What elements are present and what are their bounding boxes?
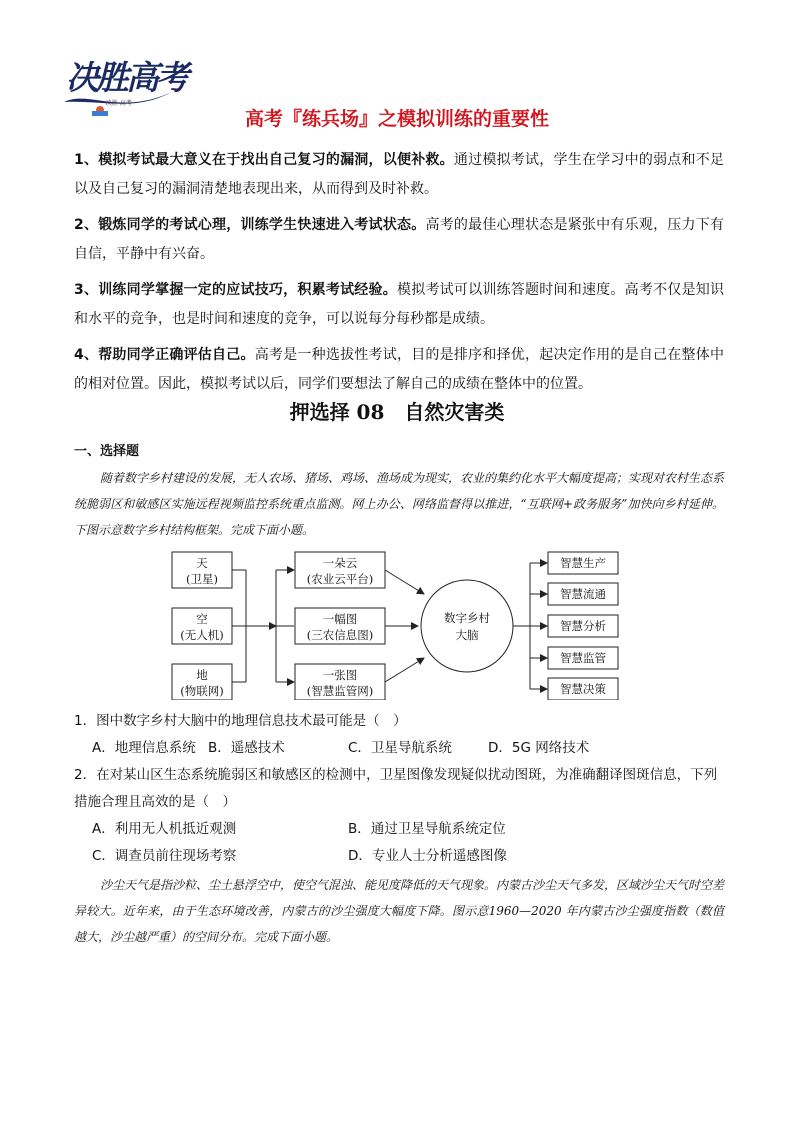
left-label: 地 [196,668,208,682]
middle-label: 一幅图 [322,612,358,626]
intro-item [74,341,724,399]
intro-item [74,146,724,204]
intro-body: 高考是一种选拔性考试，目的是排序和择优，起决定作用的是自己在整体中的相对位置。因此，模拟考试以后，同学们要想法了解自己的成绩在整体中的位置。 [74,347,724,392]
option-d[interactable]: D．5G 网络技术 [488,740,590,756]
intro-item [74,211,724,269]
middle-label: (三农信息图) [306,628,374,642]
middle-label: 一张图 [322,668,358,682]
intro-body: 通过模拟考试，学生在学习中的弱点和不足以及自己复习的漏洞清楚地表现出来，从而得到及时补救。 [74,152,724,197]
intro-body: 模拟考试可以训练答题时间和速度。高考不仅是知识和水平的竞争，也是时间和速度的竞争，可以说每分每秒都是成绩。 [74,282,724,327]
option-c[interactable]: C．卫星导航系统 [348,740,452,756]
left-label: (物联网) [180,684,224,698]
intro-lead: 1、模拟考试最大意义在于找出自己复习的漏洞，以便补救。 [74,152,454,168]
middle-label: (农业云平台) [306,572,374,586]
intro-body: 高考的最佳心理状态是紧张中有乐观，压力下有自信，平静中有兴奋。 [74,217,724,262]
right-label: 智慧分析 [560,619,606,633]
option-c[interactable]: C．调查员前往现场考察 [92,848,237,864]
right-label: 智慧生产 [560,556,606,570]
right-label: 智慧流通 [560,587,606,601]
intro-lead: 2、锻炼同学的考试心理，训练学生快速进入考试状态。 [74,217,426,233]
question-2-stem: 2．在对某山区生态系统脆弱区和敏感区的检测中，卫星图像发现疑似扰动图斑，为准确翻译图斑信息，下列措施合理且高效的是（ ） [74,767,718,810]
option-b[interactable]: B．遥感技术 [208,740,285,756]
structure-diagram [170,548,630,700]
page-title: 高考『练兵场』之模拟训练的重要性 [244,108,549,130]
logo-text: 决胜高考 [66,58,186,97]
intro-lead: 4、帮助同学正确评估自己。 [74,347,255,363]
left-label: (卫星) [186,572,218,586]
right-label: 智慧监管 [560,651,606,665]
middle-label: 一朵云 [322,556,358,570]
right-label: 智慧决策 [560,682,606,696]
center-label: 数字乡村 [444,611,490,625]
brain-circle [421,580,513,672]
intro-lead: 3、训练同学掌握一定的应试技巧，积累考试经验。 [74,282,397,298]
passage-1: 随着数字乡村建设的发展，无人农场、猪场、鸡场、渔场成为现实，农业的集约化水平大幅度提高；实现对农村生态系统脆弱区和敏感区实施远程视频监控系统重点监测。网上办公、网络监督得以推进，“互联网+政务服务”加快向乡村延伸。下图示意数字乡村结构框架。完成下面小题。 [74,471,725,537]
middle-label: (智慧监管网) [306,684,374,698]
intro-list [74,146,724,406]
logo-subtext: ·决胜·高考 [104,100,132,107]
intro-item [74,276,724,334]
question-1-stem: 1．图中数字乡村大脑中的地理信息技术最可能是（ ） [74,713,407,729]
question-1-options [92,735,589,762]
left-label: 天 [196,556,208,570]
part-heading: 一、选择题 [74,444,140,459]
center-label: 大脑 [455,628,479,642]
left-label: (无人机) [180,628,224,642]
option-a[interactable]: A．地理信息系统 [92,740,196,756]
passage-2: 沙尘天气是指沙粒、尘土悬浮空中，使空气混浊、能见度降低的天气现象。内蒙古沙尘天气多发，区域沙尘天气时空差异较大。近年来，由于生态环境改善，内蒙古的沙尘强度大幅度下降。图示意1960—2020 年内蒙古沙尘强度指数（数值越大，沙尘越严重）的空间分布。完成下面小题。 [74,878,725,944]
option-b[interactable]: B．通过卫星导航系统定位 [348,821,506,837]
option-d[interactable]: D．专业人士分析遥感图像 [348,848,507,864]
option-a[interactable]: A．利用无人机抵近观测 [92,821,237,837]
left-label: 空 [196,612,208,626]
section-title: 押选择 08 自然灾害类 [289,400,505,424]
